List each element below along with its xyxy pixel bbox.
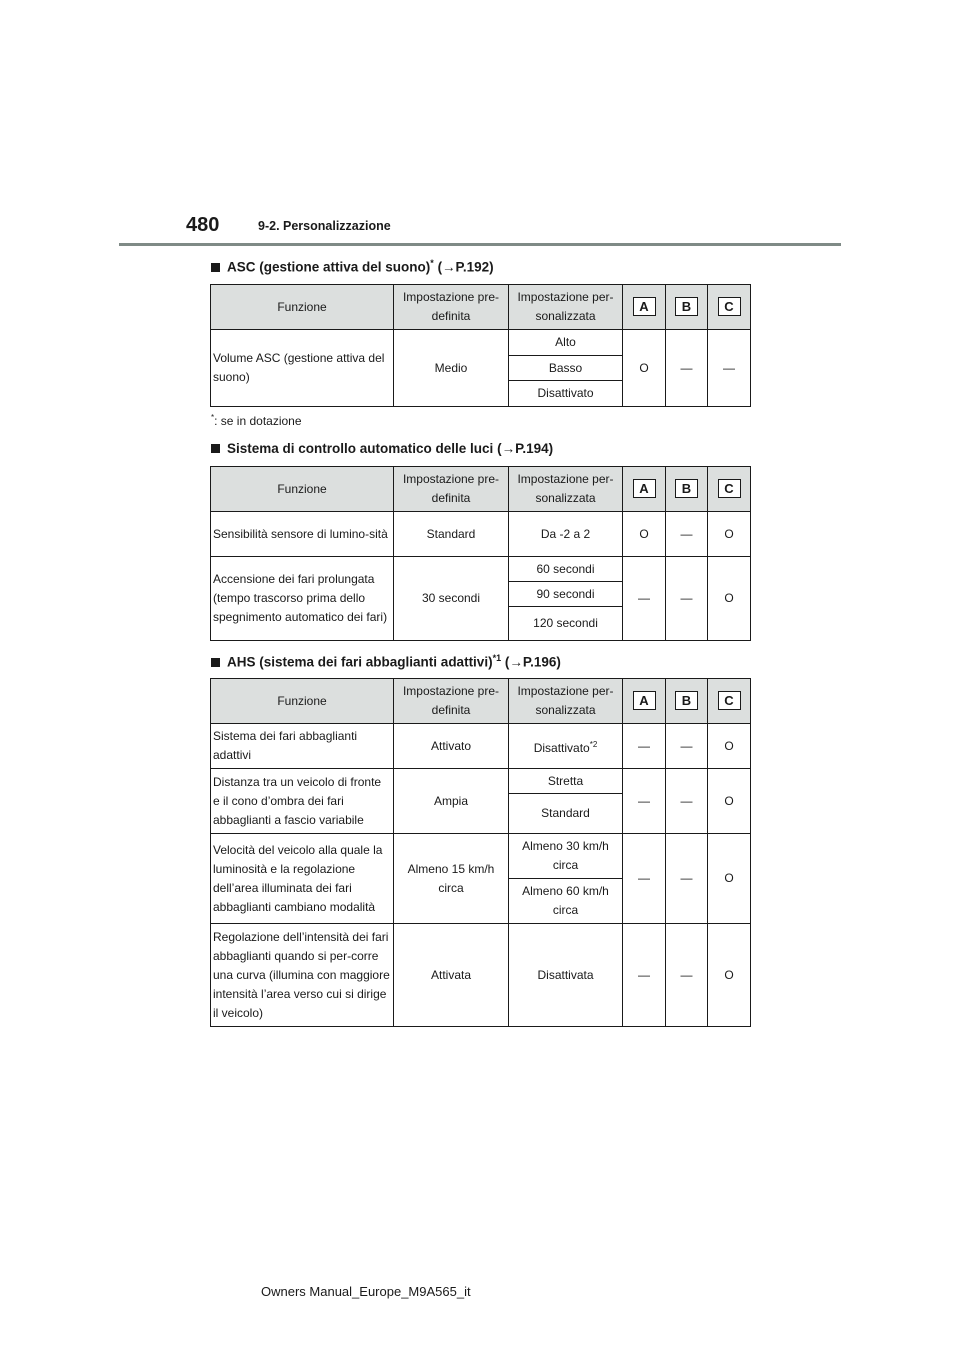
letter-c-icon: C <box>718 691 741 710</box>
letter-c-icon: C <box>718 297 741 316</box>
cell-option <box>509 724 623 769</box>
header-c <box>708 285 751 330</box>
cell-default: Attivata <box>394 924 509 1027</box>
square-bullet-icon <box>211 263 220 272</box>
cell-default: 30 secondi <box>394 557 509 641</box>
header-a <box>623 285 666 330</box>
letter-a-icon: A <box>633 691 656 710</box>
header-personalizzata: Impostazione per-sonalizzata <box>509 285 623 330</box>
square-bullet-icon <box>211 658 220 667</box>
cell-option: Disattivato <box>509 381 623 407</box>
section-title-text: ASC (gestione attiva del suono) <box>227 259 431 275</box>
cell-function: Volume ASC (gestione attiva del suono) <box>211 330 394 407</box>
cell-default: Standard <box>394 512 509 557</box>
footnote-mark: * <box>211 413 215 422</box>
header-predefinita: Impostazione pre-definita <box>394 679 509 724</box>
header-predefinita: Impostazione pre-definita <box>394 285 509 330</box>
cell-function: Accensione dei fari prolungata (tempo trascorso prima dello spegnimento automatico dei fari) <box>211 557 394 641</box>
table-header-row <box>211 467 751 512</box>
letter-a-icon: A <box>633 479 656 498</box>
cell-c: O <box>708 834 751 924</box>
cell-default: Attivato <box>394 724 509 769</box>
header-divider <box>119 243 841 246</box>
header-funzione: Funzione <box>211 679 394 724</box>
page-reference-link[interactable]: (→P.196) <box>504 654 561 670</box>
footnote-mark: * <box>430 258 434 268</box>
header-funzione: Funzione <box>211 285 394 330</box>
header-a <box>623 679 666 724</box>
cell-b: — <box>666 724 708 769</box>
header-a <box>623 467 666 512</box>
section-title-ahs <box>211 653 561 670</box>
footer-text: Owners Manual_Europe_M9A565_it <box>261 1284 471 1299</box>
cell-b: — <box>666 769 708 834</box>
cell-function: Sistema dei fari abbaglianti adattivi <box>211 724 394 769</box>
header-b <box>666 285 708 330</box>
table-row <box>211 512 751 557</box>
cell-a: — <box>623 834 666 924</box>
cell-c: O <box>708 557 751 641</box>
cell-option: Stretta <box>509 769 623 794</box>
square-bullet-icon <box>211 444 220 453</box>
cell-b: — <box>666 512 708 557</box>
table-lights <box>210 466 751 641</box>
cell-c: O <box>708 724 751 769</box>
header-b <box>666 467 708 512</box>
footnote-text: : se in dotazione <box>214 414 302 428</box>
cell-a: — <box>623 924 666 1027</box>
cell-option: Alto <box>509 330 623 356</box>
cell-b: — <box>666 834 708 924</box>
section-title-asc <box>211 258 494 275</box>
cell-a: O <box>623 512 666 557</box>
option-text: Disattivato <box>533 740 590 755</box>
cell-c: — <box>708 330 751 407</box>
cell-a: — <box>623 557 666 641</box>
cell-c: O <box>708 512 751 557</box>
table-header-row <box>211 285 751 330</box>
cell-function: Distanza tra un veicolo di fronte e il cono d’ombra dei fari abbaglianti a fascio variabile <box>211 769 394 834</box>
table-row <box>211 834 751 879</box>
header-personalizzata: Impostazione per-sonalizzata <box>509 467 623 512</box>
cell-option: Almeno 60 km/h circa <box>509 879 623 924</box>
cell-option: 90 secondi <box>509 582 623 607</box>
section-title-lights <box>211 441 553 456</box>
cell-a: O <box>623 330 666 407</box>
cell-default: Almeno 15 km/h circa <box>394 834 509 924</box>
table-row <box>211 330 751 356</box>
cell-option: Almeno 30 km/h circa <box>509 834 623 879</box>
cell-option: Disattivata <box>509 924 623 1027</box>
section-title-text: Sistema di controllo automatico delle luci <box>227 441 494 456</box>
cell-option: Standard <box>509 794 623 834</box>
letter-b-icon: B <box>675 691 698 710</box>
cell-a: — <box>623 769 666 834</box>
table-row <box>211 924 751 1027</box>
page-reference-link[interactable]: (→P.192) <box>437 259 494 275</box>
cell-function: Velocità del veicolo alla quale la luminosità e la regolazione dell’area illuminata dei fari abbaglianti cambiano modalità <box>211 834 394 924</box>
cell-c: O <box>708 924 751 1027</box>
cell-function: Regolazione dell’intensità dei fari abbaglianti quando si per-corre una curva (illumina con maggiore intensità l’area verso cui si dirige il veicolo) <box>211 924 394 1027</box>
cell-b: — <box>666 924 708 1027</box>
letter-b-icon: B <box>675 479 698 498</box>
header-c <box>708 679 751 724</box>
letter-a-icon: A <box>633 297 656 316</box>
cell-option: Basso <box>509 356 623 381</box>
table-row <box>211 769 751 794</box>
cell-function: Sensibilità sensore di lumino-sità <box>211 512 394 557</box>
header-predefinita: Impostazione pre-definita <box>394 467 509 512</box>
section-title-text: AHS (sistema dei fari abbaglianti adattivi) <box>227 654 493 670</box>
header-personalizzata: Impostazione per-sonalizzata <box>509 679 623 724</box>
table-ahs <box>210 678 751 1027</box>
cell-option: 120 secondi <box>509 607 623 641</box>
page-number: 480 <box>186 214 220 236</box>
footnote-mark: *2 <box>589 739 598 749</box>
cell-b: — <box>666 557 708 641</box>
header-c <box>708 467 751 512</box>
table-header-row <box>211 679 751 724</box>
footnote <box>211 413 302 428</box>
header-b <box>666 679 708 724</box>
page-reference-link[interactable]: (→P.194) <box>497 441 554 456</box>
table-asc <box>210 284 751 407</box>
letter-b-icon: B <box>675 297 698 316</box>
cell-option: Da -2 a 2 <box>509 512 623 557</box>
letter-c-icon: C <box>718 479 741 498</box>
table-row <box>211 557 751 582</box>
cell-option: 60 secondi <box>509 557 623 582</box>
chapter-title: 9-2. Personalizzazione <box>258 219 391 233</box>
cell-default: Medio <box>394 330 509 407</box>
cell-c: O <box>708 769 751 834</box>
header-funzione: Funzione <box>211 467 394 512</box>
cell-default: Ampia <box>394 769 509 834</box>
cell-a: — <box>623 724 666 769</box>
footnote-mark: *1 <box>492 653 502 663</box>
cell-b: — <box>666 330 708 407</box>
table-row <box>211 724 751 769</box>
